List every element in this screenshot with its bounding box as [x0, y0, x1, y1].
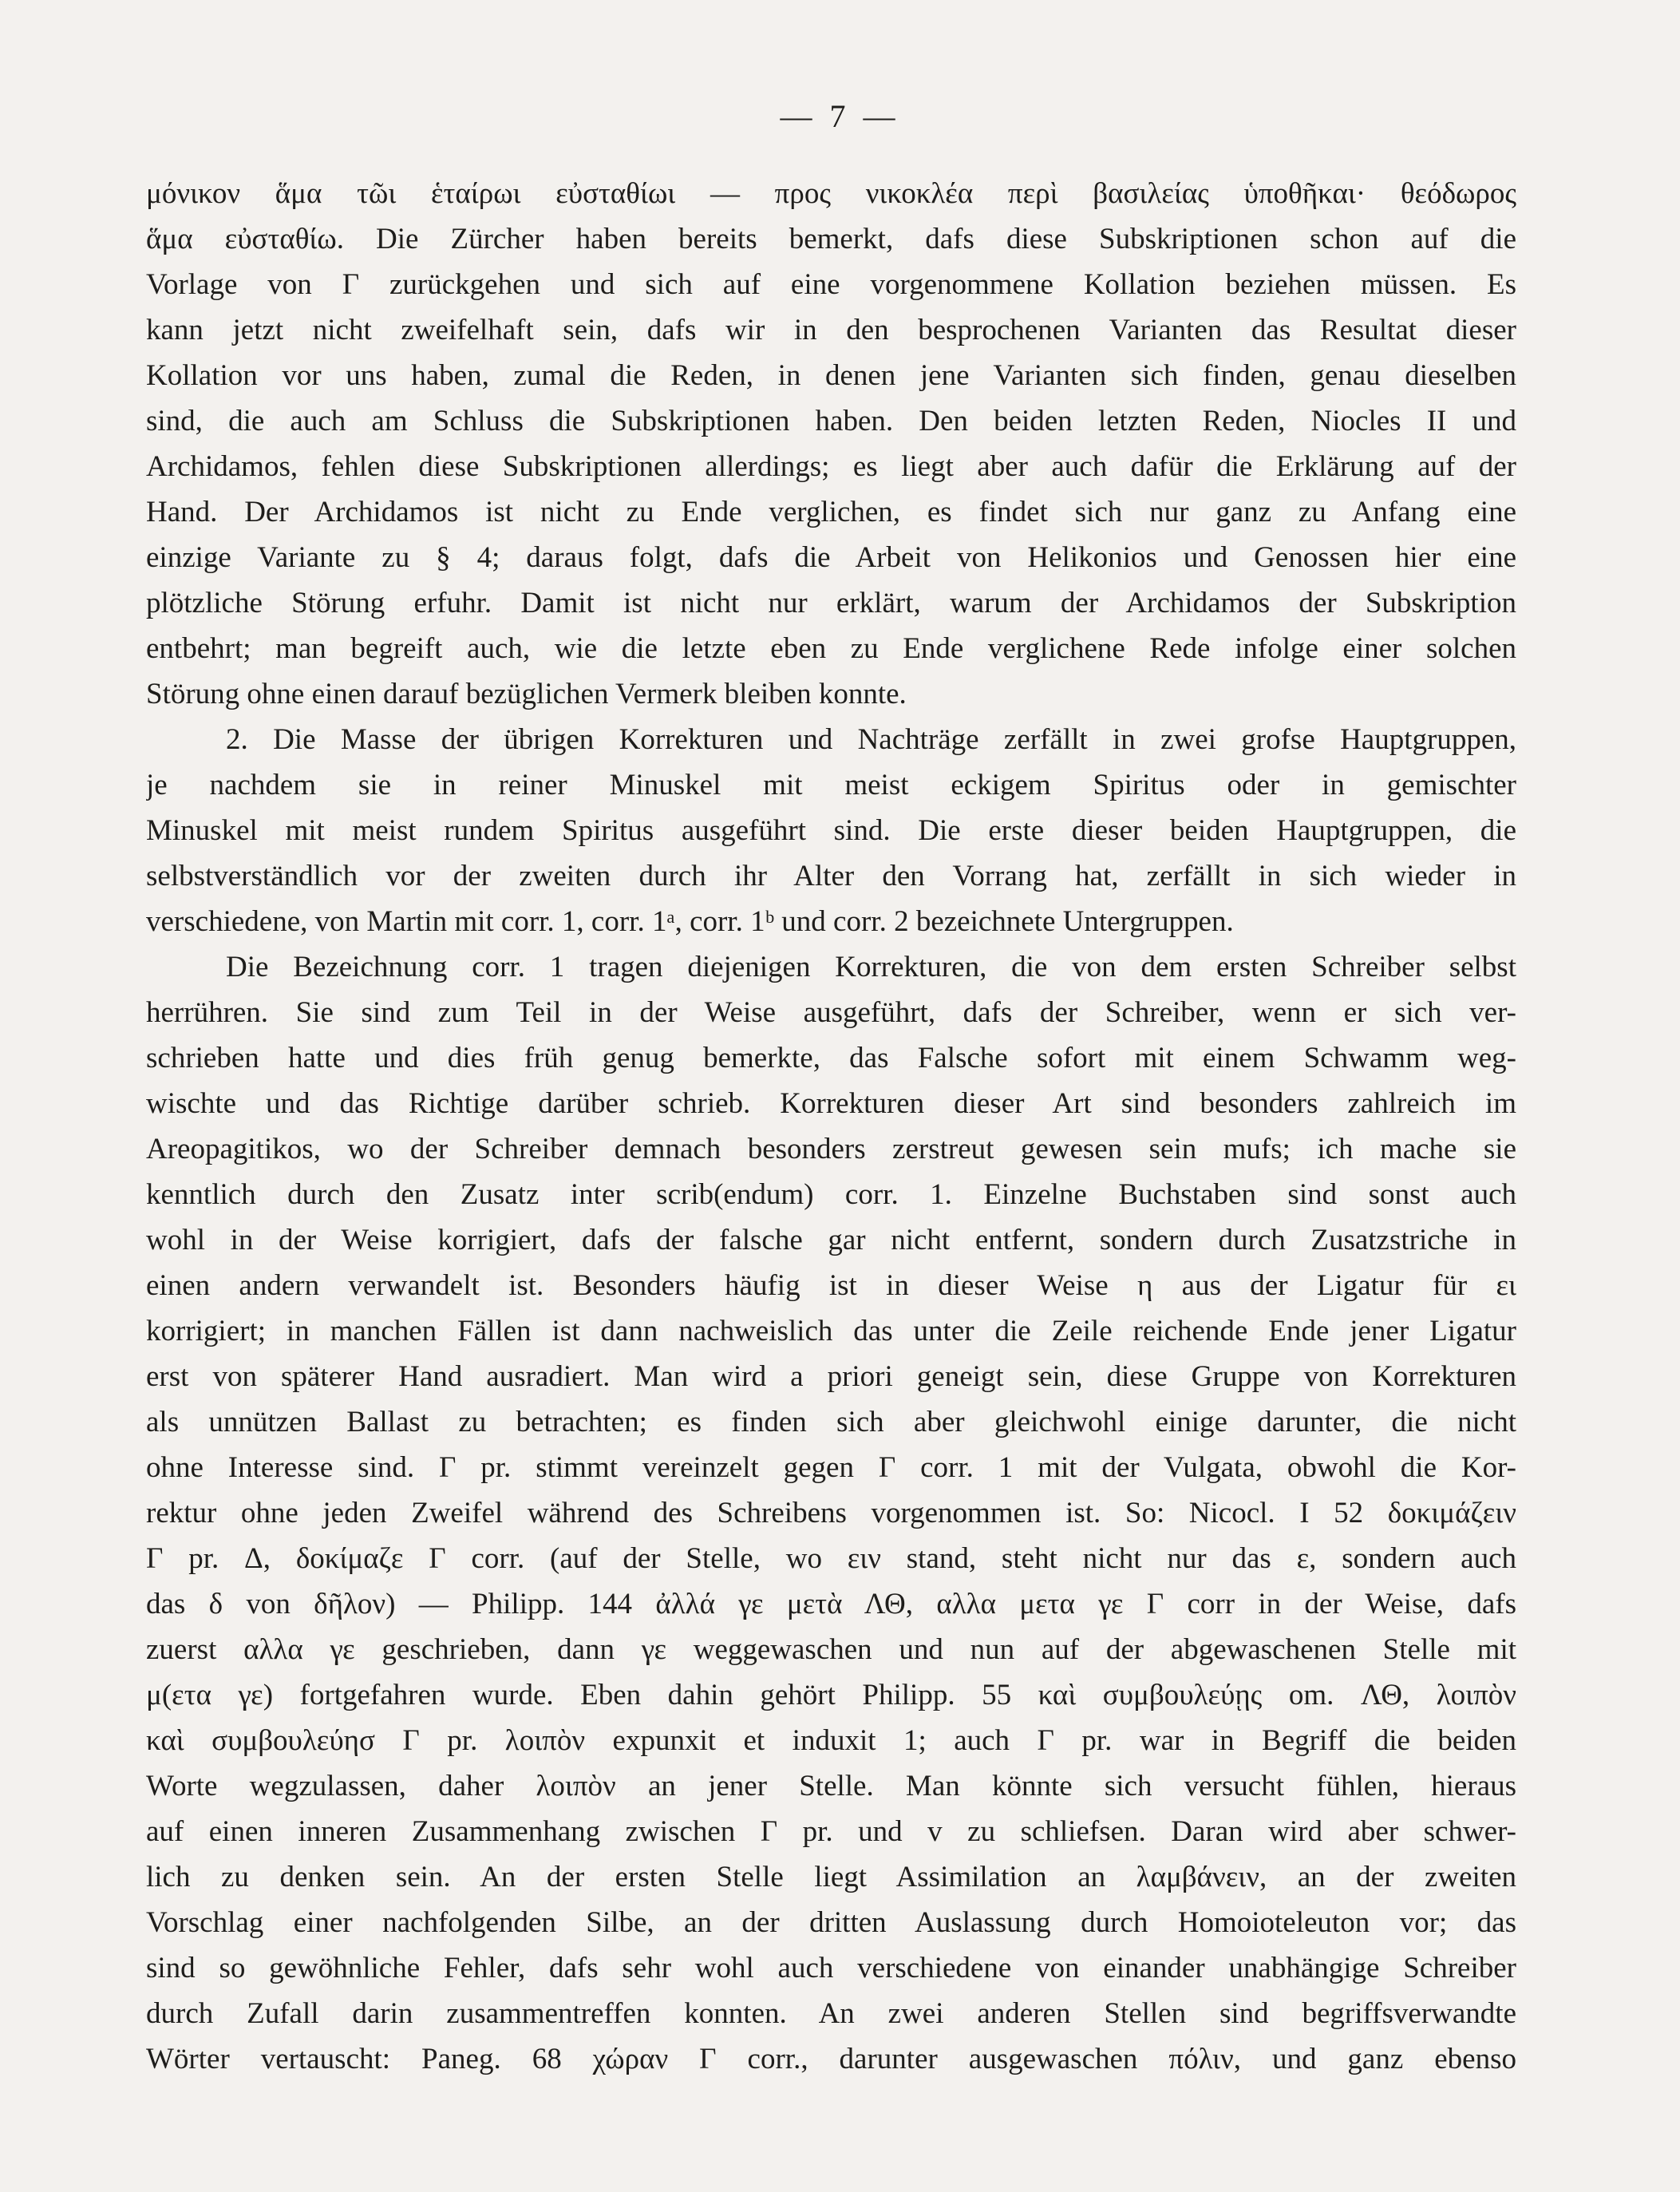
- text-line: sind, die auch am Schluss die Subskriptionen haben. Den beiden letzten Reden, Niocles II und: [146, 405, 1516, 437]
- text-line: ἅμα εὐσταθίω. Die Zürcher haben bereits bemerkt, dafs diese Subskriptionen schon auf die: [146, 223, 1516, 255]
- text-line: herrühren. Sie sind zum Teil in der Weise ausgeführt, dafs der Schreiber, wenn er sich ver-: [146, 996, 1516, 1029]
- text-line: entbehrt; man begreift auch, wie die letzte eben zu Ende verglichene Rede infolge einer solchen: [146, 632, 1516, 665]
- text-line: μ(ετα γε) fortgefahren wurde. Eben dahin gehört Philipp. 55 καὶ συμβουλεύῃς om. ΛΘ, λοιπὸν: [146, 1679, 1516, 1711]
- text-line: Vorlage von Γ zurückgehen und sich auf eine vorgenommene Kollation beziehen müssen. Es: [146, 268, 1516, 301]
- text-line: wohl in der Weise korrigiert, dafs der falsche gar nicht entfernt, sondern durch Zusatzstriche in: [146, 1224, 1516, 1256]
- body-text: [146, 171, 1516, 2082]
- text-line: rektur ohne jeden Zweifel während des Schreibens vorgenommen ist. So: Nicocl. I 52 δοκιμάζειν: [146, 1497, 1516, 1529]
- text-line: μόνικον ἅμα τῶι ἑταίρωι εὐσταθίωι — προς νικοκλέα περὶ βασιλείας ὑποθῆκαι· θεόδωρος: [146, 177, 1516, 210]
- text-line: Minuskel mit meist rundem Spiritus ausgeführt sind. Die erste dieser beiden Hauptgruppen, die: [146, 814, 1516, 847]
- text-line: kann jetzt nicht zweifelhaft sein, dafs wir in den besprochenen Varianten das Resultat dieser: [146, 314, 1516, 346]
- text-line: je nachdem sie in reiner Minuskel mit meist eckigem Spiritus oder in gemischter: [146, 769, 1516, 801]
- text-line: durch Zufall darin zusammentreffen konnten. An zwei anderen Stellen sind begriffsverwandte: [146, 1997, 1516, 2030]
- text-line: einen andern verwandelt ist. Besonders häufig ist in dieser Weise η aus der Ligatur für ει: [146, 1269, 1516, 1302]
- text-line: καὶ συμβουλεύησ Γ pr. λοιπὸν expunxit et induxit 1; auch Γ pr. war in Begriff die beiden: [146, 1724, 1516, 1757]
- text-line: lich zu denken sein. An der ersten Stelle liegt Assimilation an λαμβάνειν, an der zweiten: [146, 1861, 1516, 1893]
- text-line: Kollation vor uns haben, zumal die Reden, in denen jene Varianten sich finden, genau dieselben: [146, 359, 1516, 392]
- text-line: korrigiert; in manchen Fällen ist dann nachweislich das unter die Zeile reichende Ende jener Ligatur: [146, 1315, 1516, 1347]
- text-line: Vorschlag einer nachfolgenden Silbe, an der dritten Auslassung durch Homoioteleuton vor; das: [146, 1906, 1516, 1939]
- text-line: Archidamos, fehlen diese Subskriptionen allerdings; es liegt aber auch dafür die Erklärung auf der: [146, 450, 1516, 483]
- text-line: Die Bezeichnung corr. 1 tragen diejenigen Korrekturen, die von dem ersten Schreiber selbst: [226, 951, 1516, 983]
- text-line: Worte wegzulassen, daher λοιπὸν an jener Stelle. Man könnte sich versucht fühlen, hieraus: [146, 1770, 1516, 1802]
- text-line: schrieben hatte und dies früh genug bemerkte, das Falsche sofort mit einem Schwamm weg-: [146, 1042, 1516, 1074]
- text-line: wischte und das Richtige darüber schrieb. Korrekturen dieser Art sind besonders zahlreich im: [146, 1087, 1516, 1120]
- text-line: 2. Die Masse der übrigen Korrekturen und Nachträge zerfällt in zwei grofse Hauptgruppen,: [226, 723, 1516, 756]
- text-line: verschiedene, von Martin mit corr. 1, corr. 1ᵃ, corr. 1ᵇ und corr. 2 bezeichnete Untergruppen.: [146, 905, 1234, 938]
- text-line: Hand. Der Archidamos ist nicht zu Ende verglichen, es findet sich nur ganz zu Anfang eine: [146, 496, 1516, 528]
- text-line: ohne Interesse sind. Γ pr. stimmt vereinzelt gegen Γ corr. 1 mit der Vulgata, obwohl die Kor-: [146, 1451, 1516, 1484]
- text-line: das δ von δῆλον) — Philipp. 144 ἀλλά γε μετὰ ΛΘ, αλλα μετα γε Γ corr in der Weise, dafs: [146, 1588, 1516, 1620]
- page-number: — 7 —: [780, 98, 900, 134]
- text-line: Areopagitikos, wo der Schreiber demnach besonders zerstreut gewesen sein mufs; ich mache sie: [146, 1133, 1516, 1165]
- text-line: kenntlich durch den Zusatz inter scrib(endum) corr. 1. Einzelne Buchstaben sind sonst auch: [146, 1178, 1516, 1211]
- text-line: auf einen inneren Zusammenhang zwischen Γ pr. und v zu schliefsen. Daran wird aber schwer-: [146, 1815, 1516, 1848]
- text-line: als unnützen Ballast zu betrachten; es finden sich aber gleichwohl einige darunter, die nicht: [146, 1406, 1516, 1438]
- text-line: Γ pr. Δ, δοκίμαζε Γ corr. (auf der Stelle, wo ειν stand, steht nicht nur das ε, sondern auch: [146, 1542, 1516, 1575]
- text-line: Wörter vertauscht: Paneg. 68 χώραν Γ corr., darunter ausgewaschen πόλιν, und ganz ebenso: [146, 2043, 1516, 2075]
- text-line: zuerst αλλα γε geschrieben, dann γε weggewaschen und nun auf der abgewaschenen Stelle mit: [146, 1633, 1516, 1666]
- text-line: selbstverständlich vor der zweiten durch ihr Alter den Vorrang hat, zerfällt in sich wieder in: [146, 860, 1516, 892]
- text-line: sind so gewöhnliche Fehler, dafs sehr wohl auch verschiedene von einander unabhängige Schreiber: [146, 1952, 1516, 1984]
- text-line: Störung ohne einen darauf bezüglichen Vermerk bleiben konnte.: [146, 678, 907, 710]
- text-line: plötzliche Störung erfuhr. Damit ist nicht nur erklärt, warum der Archidamos der Subskription: [146, 587, 1516, 619]
- text-line: einzige Variante zu § 4; daraus folgt, dafs die Arbeit von Helikonios und Genossen hier eine: [146, 541, 1516, 574]
- text-line: erst von späterer Hand ausradiert. Man wird a priori geneigt sein, diese Gruppe von Korrekturen: [146, 1360, 1516, 1393]
